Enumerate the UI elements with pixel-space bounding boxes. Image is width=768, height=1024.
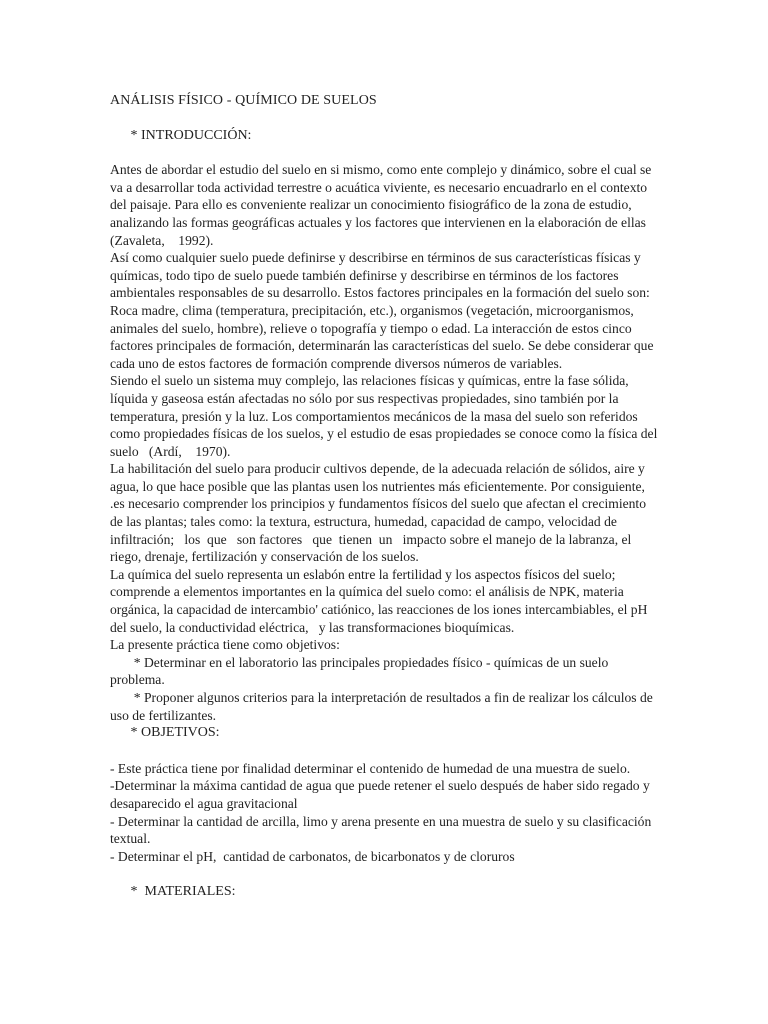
spacer (110, 144, 658, 161)
objective-item-2: -Determinar la máxima cantidad de agua que puede retener el suelo después de haber sido regado y desaparecido el agua gravitacional (110, 778, 654, 811)
intro-objective-1: * Determinar en el laboratorio las principales propiedades físico - químicas de un suelo problema. (110, 654, 612, 688)
spacer (110, 865, 658, 883)
spacer (110, 110, 658, 127)
intro-paragraph-2: Así como cualquier suelo puede definirse y describirse en términos de sus características físicas y químicas, todo tipo de suelo puede también definirse y describirse en términos de los factores ambientales responsables de su desarrollo. Estos factores principales en la formación del suelo son: Roca madre, clima (temperatura, precipitación, etc.), organismos (vegetación, microorganismos, animales del suelo, hombre), relieve o topografía y tiempo o edad. La interacción de estos cinco factores principales de formación, determinarán las características del suelo. Se debe considerar que cada uno de estos factores de formación comprende diversos números de variables. (110, 250, 657, 371)
section-heading-objectives: * OBJETIVOS: (120, 725, 220, 741)
objective-item-1: - Este práctica tiene por finalidad determinar el contenido de humedad de una muestra de suelo. (110, 760, 631, 776)
intro-paragraph-6: La presente práctica tiene como objetivos: (110, 637, 340, 653)
spacer (110, 742, 658, 760)
intro-paragraph-4: La habilitación del suelo para producir cultivos depende, de la adecuada relación de sólidos, aire y agua, lo que hace posible que las plantas usen los nutrientes más eficientemente. Por consiguiente, .es necesario comprender los principios y fundamentos físicos del suelo que afectan el crecimiento de las plantas; tales como: la textura, estructura, humedad, capacidad de campo, velocidad de infiltración; los que son factores que tienen un impacto sobre el manejo de la labranza, el riego, drenaje, fertilización y conservación de los suelos. (110, 461, 650, 565)
document-page (110, 92, 661, 901)
document-title: ANÁLISIS FÍSICO - QUÍMICO DE SUELOS (110, 93, 377, 108)
section-heading-materials: * MATERIALES: (120, 884, 236, 900)
section-heading-introduction: * INTRODUCCIÓN: (120, 127, 252, 143)
intro-paragraph-3: Siendo el suelo un sistema muy complejo, las relaciones físicas y químicas, entre la fase sólida, líquida y gaseosa están afectadas no sólo por sus respectivas propiedades, sino también por la temperatura, presión y la luz. Los comportamientos mecánicos de la masa del suelo son referidos como propiedades físicas de los suelos, y el estudio de esas propiedades se conoce como la física del suelo (Ardí, 1970). (110, 373, 661, 459)
intro-paragraph-1: Antes de abordar el estudio del suelo en si mismo, como ente complejo y dinámico, sobre el cual se va a desarrollar toda actividad terrestre o acuática viviente, es necesario encuadrarlo en el contexto del paisaje. Para ello es conveniente realizar un conocimiento fisiográfico de la zona de estudio, analizando las formas geográficas actuales y los factores que intervienen en la elaboración de ellas (Zavaleta, 1992). (110, 162, 657, 248)
objective-item-4: - Determinar el pH, cantidad de carbonatos, de bicarbonatos y de cloruros (110, 848, 515, 864)
intro-objective-2: * Proponer algunos criterios para la interpretación de resultados a fin de realizar los cálculos de uso de fertilizantes. (110, 690, 657, 723)
objective-item-3: - Determinar la cantidad de arcilla, limo y arena presente en una muestra de suelo y su clasificación textual. (110, 813, 655, 847)
intro-paragraph-5: La química del suelo representa un eslabón entre la fertilidad y los aspectos físicos del suelo; comprende a elementos importantes en la química del suelo como: el análisis de NPK, materia orgánica, la capacidad de intercambio' catiónico, las reacciones de los iones intercambiables, el pH del suelo, la conductividad eléctrica, y las transformaciones bioquímicas. (110, 566, 651, 635)
